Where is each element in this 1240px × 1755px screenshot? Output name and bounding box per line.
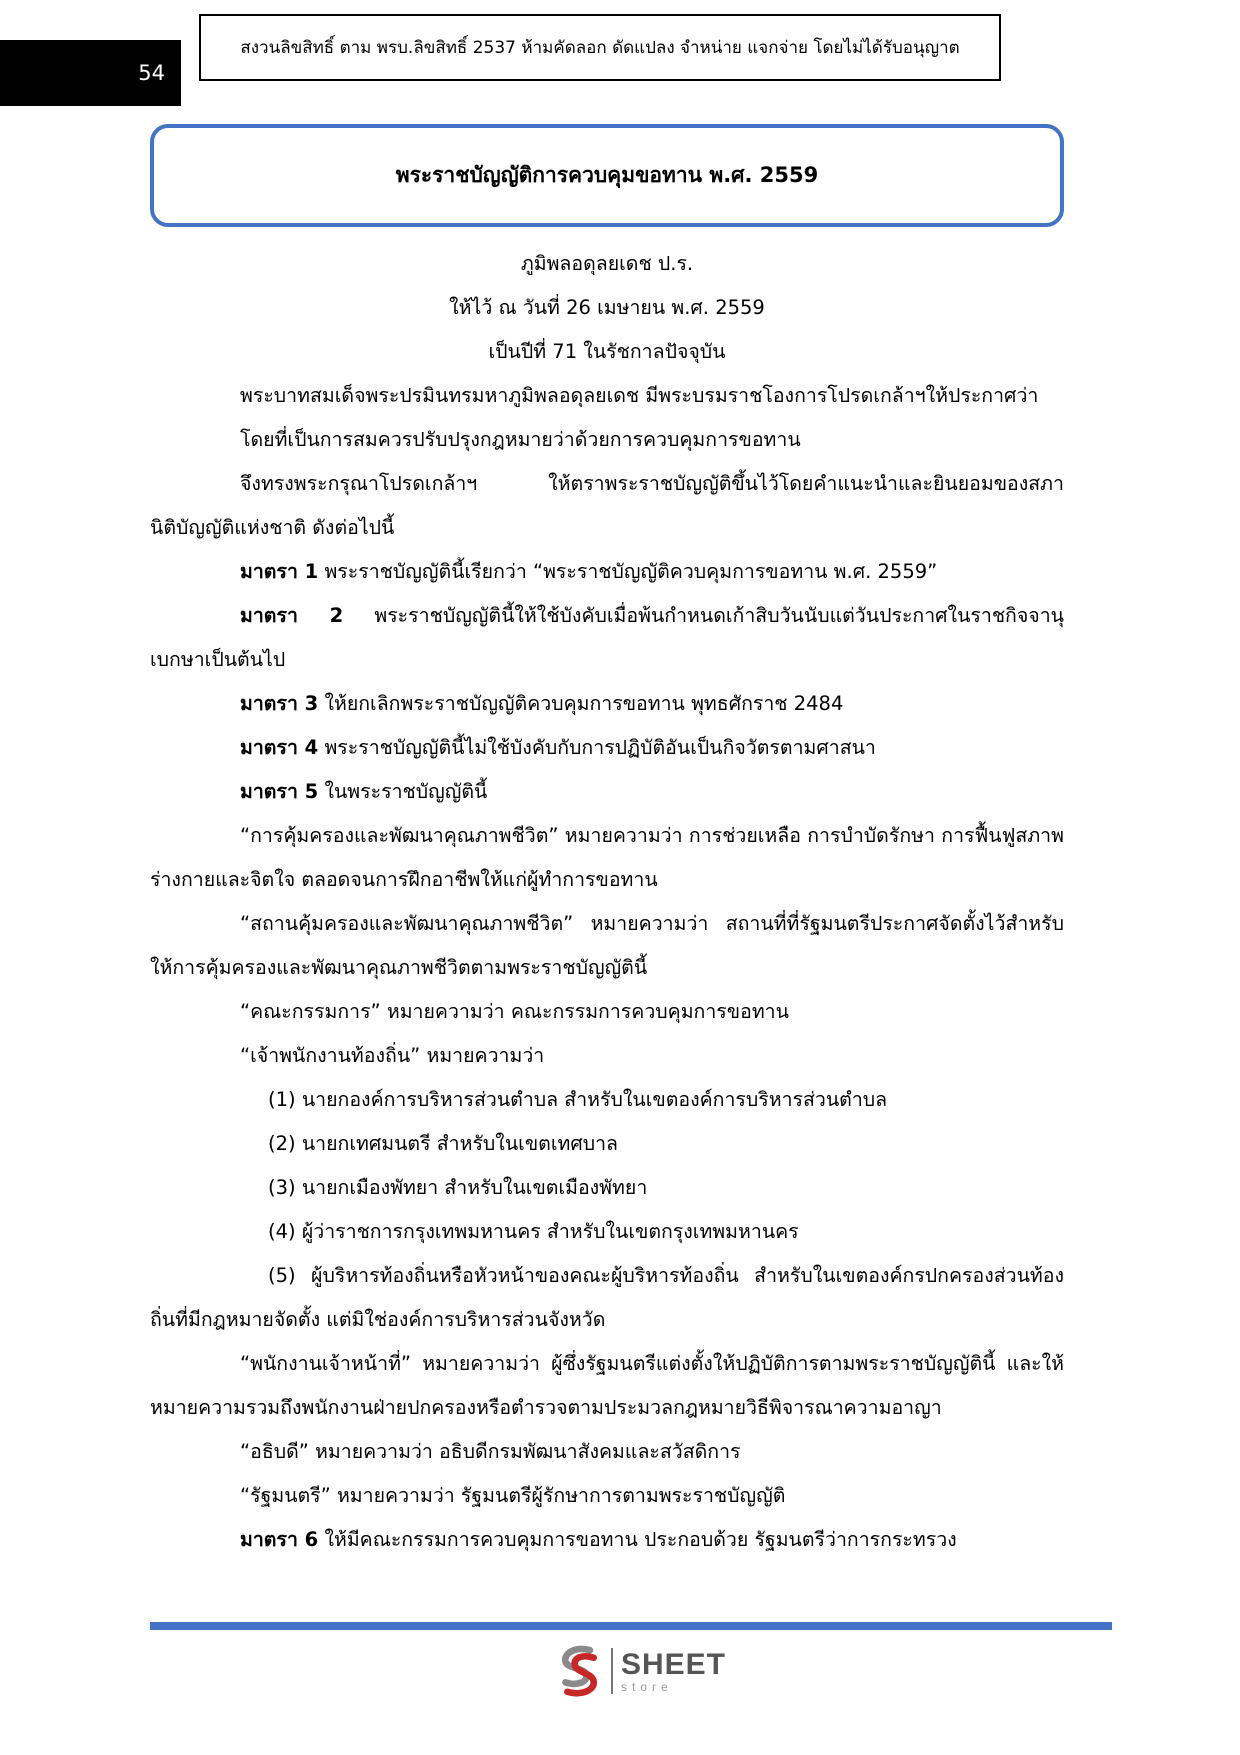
section-text: ในพระราชบัญญัตินี้	[318, 780, 488, 803]
document-body	[150, 242, 1064, 1562]
local-official-item: (5) ผู้บริหารท้องถิ่นหรือหัวหน้าของคณะผู้บริหารท้องถิ่น สำหรับในเขตองค์กรปกครองส่วนท้องถิ่นที่มีกฎหมายจัดตั้ง แต่มิใช่องค์การบริหารส่วนจังหวัด	[150, 1264, 1064, 1331]
given-date: ให้ไว้ ณ วันที่ 26 เมษายน พ.ศ. 2559	[449, 296, 765, 319]
logo-wordmark	[620, 1647, 726, 1694]
local-official-item: (4) ผู้ว่าราชการกรุงเทพมหานคร สำหรับในเขตกรุงเทพมหานคร	[268, 1220, 799, 1243]
section-6	[150, 1518, 1064, 1562]
enactment-paragraph: จึงทรงพระกรุณาโปรดเกล้าฯ ให้ตราพระราชบัญญัติขึ้นไว้โดยคำแนะนำและยินยอมของสภานิติบัญญัติแห่งชาติ ดังต่อไปนี้	[150, 472, 1064, 539]
definition-local-official: “เจ้าพนักงานท้องถิ่น” หมายความว่า	[240, 1044, 545, 1067]
section-4	[150, 726, 1064, 770]
section-label: มาตรา 2	[240, 604, 344, 627]
section-1	[150, 550, 1064, 594]
title-box	[150, 124, 1064, 227]
copyright-notice-box	[199, 14, 1001, 81]
section-text: ให้ยกเลิกพระราชบัญญัติควบคุมการขอทาน พุทธศักราช 2484	[318, 692, 844, 715]
definition-protection-center: “สถานคุ้มครองและพัฒนาคุณภาพชีวิต” หมายความว่า สถานที่ที่รัฐมนตรีประกาศจัดตั้งไว้สำหรับให้การคุ้มครองและพัฒนาคุณภาพชีวิตตามพระราชบัญญัตินี้	[150, 912, 1064, 979]
section-text: พระราชบัญญัตินี้ไม่ใช้บังคับกับการปฏิบัติอันเป็นกิจวัตรตามศาสนา	[318, 736, 876, 759]
definition-committee: “คณะกรรมการ” หมายความว่า คณะกรรมการควบคุมการขอทาน	[240, 1000, 789, 1023]
section-label: มาตรา 4	[240, 736, 319, 759]
footer-rule	[150, 1622, 1112, 1630]
section-text: พระราชบัญญัตินี้เรียกว่า “พระราชบัญญัติควบคุมการขอทาน พ.ศ. 2559”	[318, 560, 938, 583]
logo-divider	[611, 1648, 613, 1694]
sheet-store-logo-icon	[556, 1643, 605, 1699]
reign-year: เป็นปีที่ 71 ในรัชกาลปัจจุบัน	[488, 340, 726, 363]
section-text: ให้มีคณะกรรมการควบคุมการขอทาน ประกอบด้วย รัฐมนตรีว่าการกระทรวง	[318, 1528, 957, 1551]
logo-word: SHEET	[620, 1647, 726, 1681]
proclamation-paragraph: พระบาทสมเด็จพระปรมินทรมหาภูมิพลอดุลยเดช มีพระบรมราชโองการโปรดเกล้าฯให้ประกาศว่า	[240, 384, 1039, 407]
local-official-item: (2) นายกเทศมนตรี สำหรับในเขตเทศบาล	[268, 1132, 618, 1155]
section-5	[150, 770, 1064, 814]
reason-paragraph: โดยที่เป็นการสมควรปรับปรุงกฎหมายว่าด้วยการควบคุมการขอทาน	[240, 428, 801, 451]
local-official-item: (3) นายกเมืองพัทยา สำหรับในเขตเมืองพัทยา	[268, 1176, 648, 1199]
local-official-item: (1) นายกองค์การบริหารส่วนตำบล สำหรับในเขตองค์การบริหารส่วนตำบล	[268, 1088, 888, 1111]
definition-quality-of-life: “การคุ้มครองและพัฒนาคุณภาพชีวิต” หมายความว่า การช่วยเหลือ การบำบัดรักษา การฟื้นฟูสภาพร่างกายและจิตใจ ตลอดจนการฝึกอาชีพให้แก่ผู้ทำการขอทาน	[150, 824, 1064, 891]
logo-subword: store	[620, 1679, 673, 1694]
section-label: มาตรา 6	[240, 1528, 319, 1551]
definition-director-general: “อธิบดี” หมายความว่า อธิบดีกรมพัฒนาสังคมและสวัสดิการ	[240, 1440, 741, 1463]
section-text: พระราชบัญญัตินี้ให้ใช้บังคับเมื่อพ้นกำหนดเก้าสิบวันนับแต่วันประกาศในราชกิจจานุเบกษาเป็นต้นไป	[150, 604, 1064, 671]
section-label: มาตรา 1	[240, 560, 319, 583]
page-number: 54	[138, 61, 165, 85]
section-2	[150, 594, 1064, 682]
royal-signatory: ภูมิพลอดุลยเดช ป.ร.	[520, 252, 694, 275]
copyright-notice: สงวนลิขสิทธิ์ ตาม พรบ.ลิขสิทธิ์ 2537 ห้ามคัดลอก ดัดแปลง จำหน่าย แจกจ่าย โดยไม่ได้รับอนุญาต	[240, 38, 960, 58]
definition-officer: “พนักงานเจ้าหน้าที่” หมายความว่า ผู้ซึ่งรัฐมนตรีแต่งตั้งให้ปฏิบัติการตามพระราชบัญญัตินี้ และให้หมายความรวมถึงพนักงานฝ่ายปกครองหรือตำรวจตามประมวลกฎหมายวิธีพิจารณาความอาญา	[150, 1352, 1064, 1419]
section-label: มาตรา 3	[240, 692, 319, 715]
section-3	[150, 682, 1064, 726]
sheet-store-logo	[556, 1641, 726, 1701]
section-label: มาตรา 5	[240, 780, 319, 803]
page-number-tab	[0, 40, 181, 106]
document-title: พระราชบัญญัติการควบคุมขอทาน พ.ศ. 2559	[395, 163, 819, 187]
definition-minister: “รัฐมนตรี” หมายความว่า รัฐมนตรีผู้รักษาการตามพระราชบัญญัติ	[240, 1484, 786, 1507]
